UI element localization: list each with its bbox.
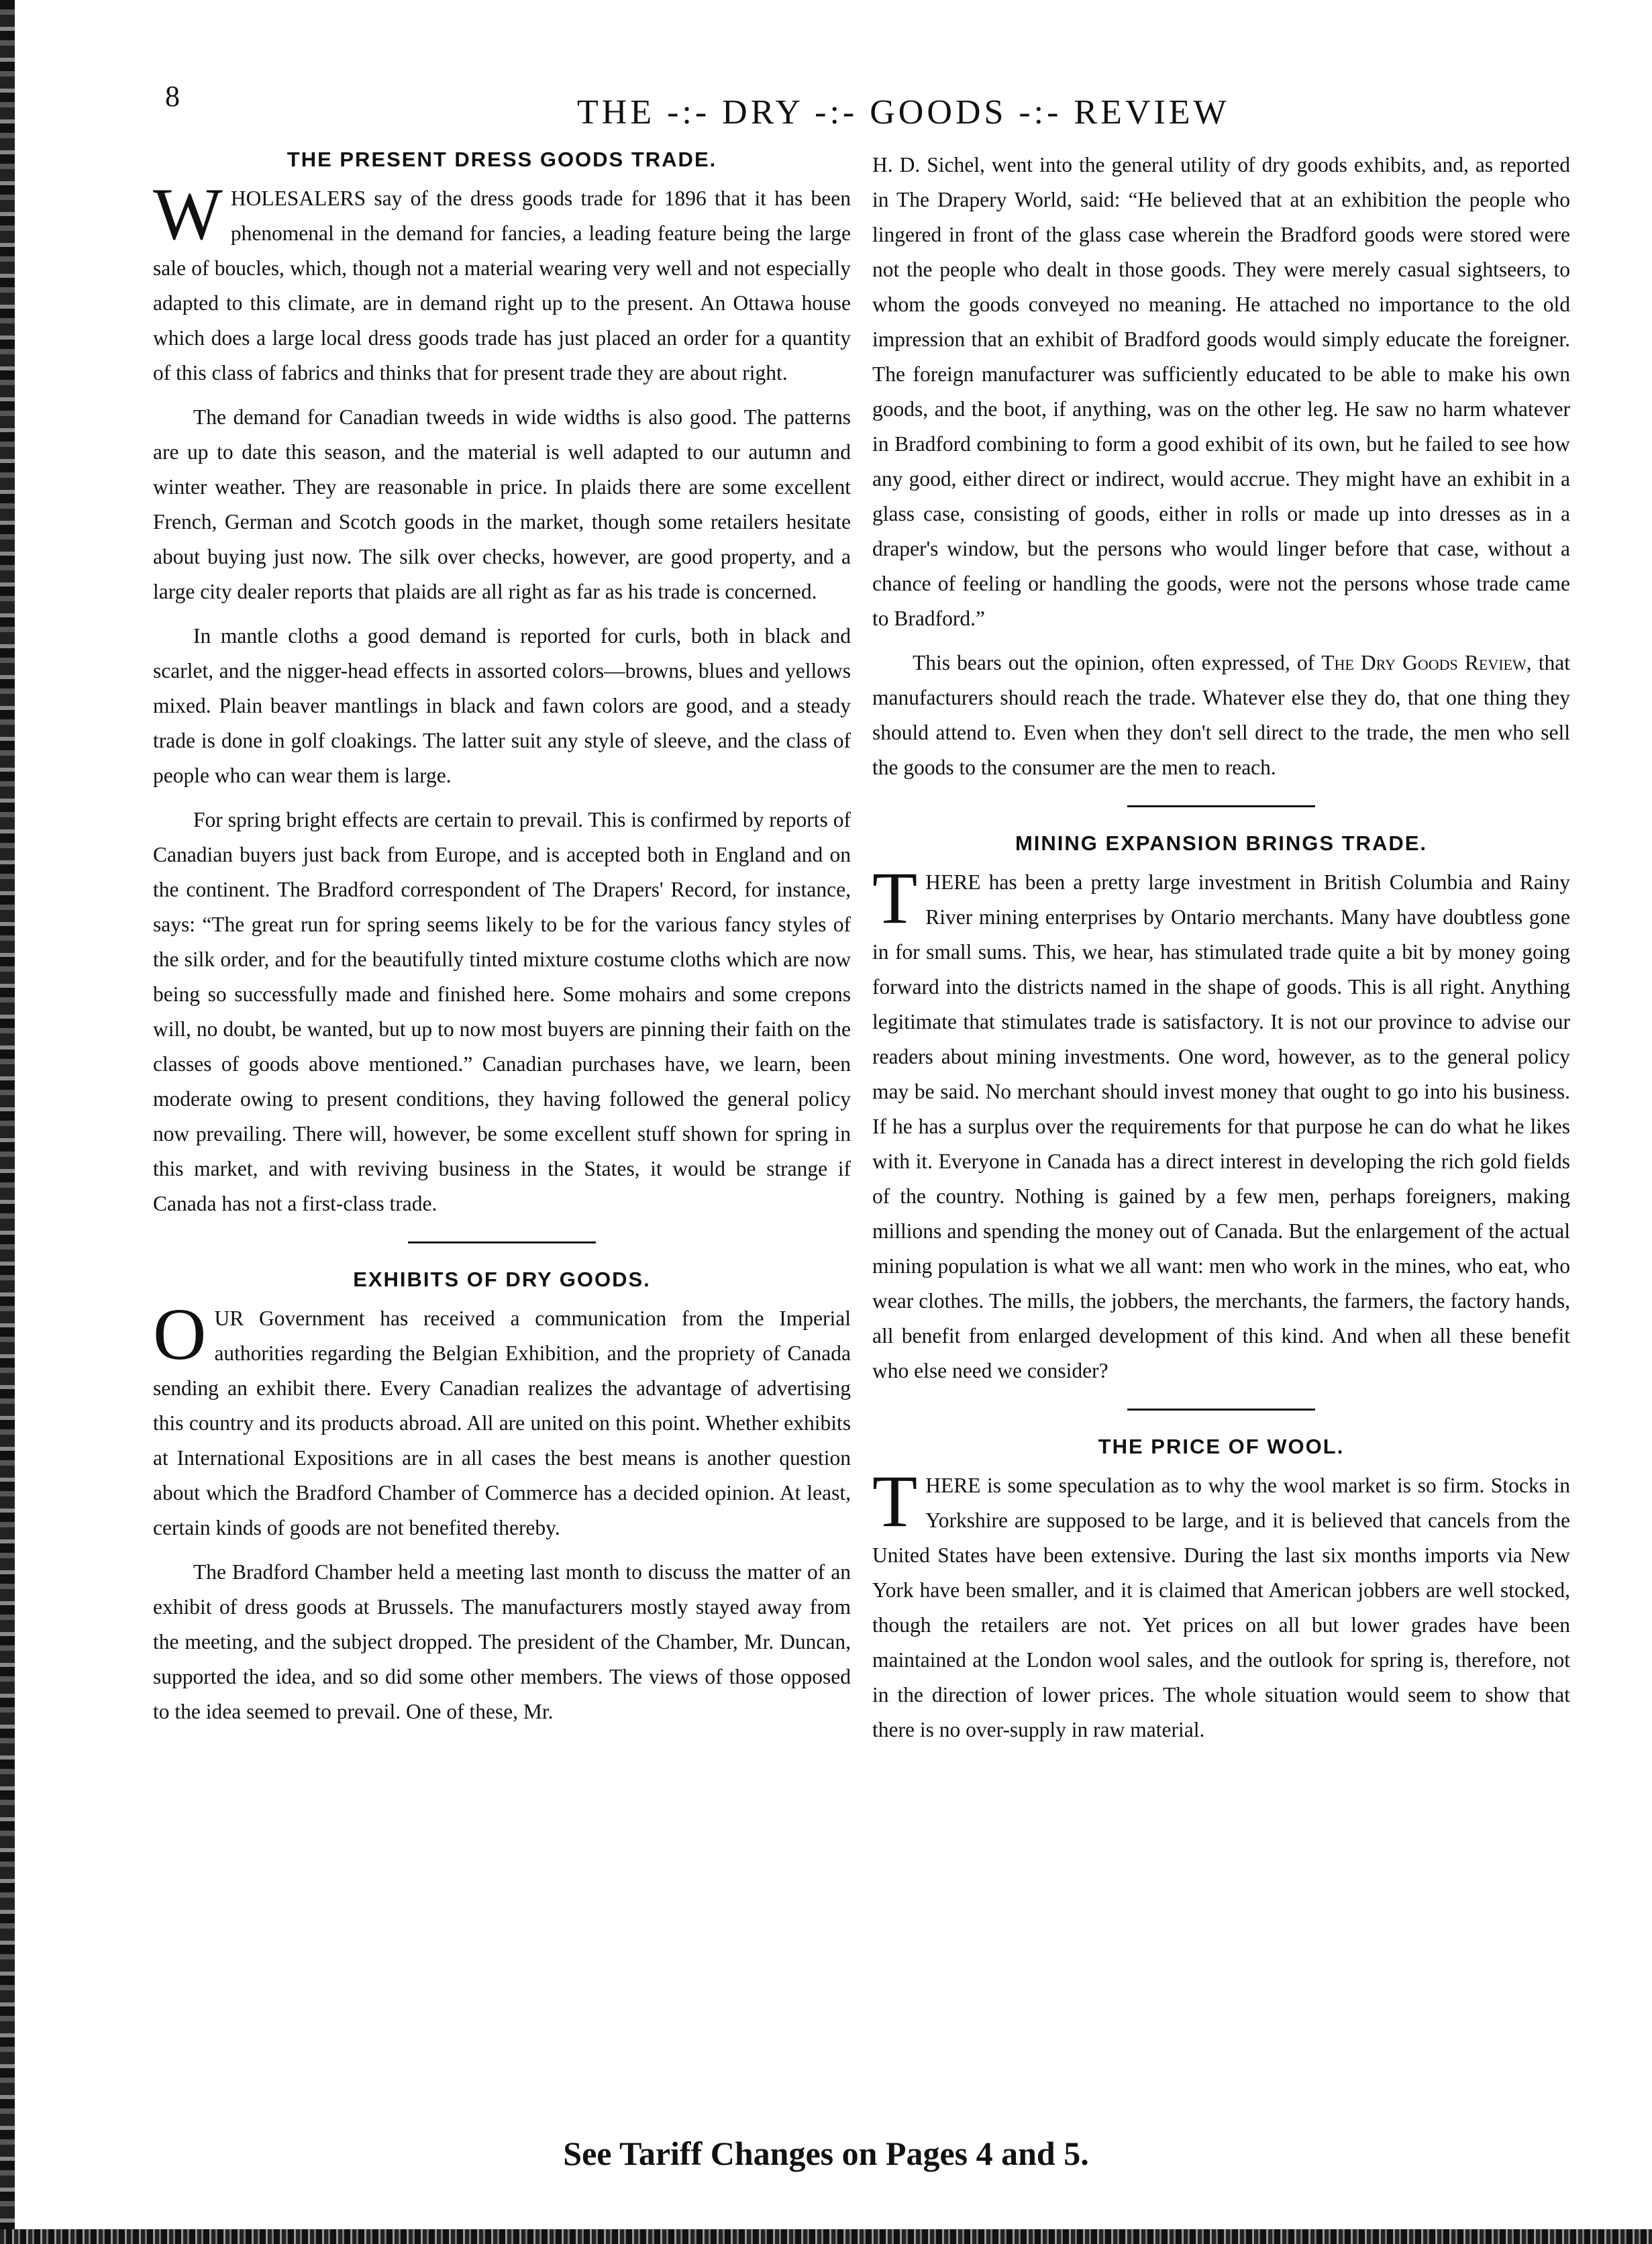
exhibits-paragraph-1: OUR Government has received a communication from the Imperial authorities regarding the Belgian Exhibition, and the propriety of Canada sending an exhibit there. Every Canadian realizes the advantage of advertising this country and its products abroad. All are united on this point. Whether exhibits at International Expositions are in all cases the best means is another question about which the Bradford Chamber of Commerce has a decided opinion. At least, certain kinds of goods are not benefited thereby.	[153, 1293, 851, 1539]
dropcap-o: O	[153, 1293, 207, 1375]
headline-exhibits: EXHIBITS OF DRY GOODS.	[353, 1268, 651, 1291]
exhibits-paragraph-2: The Bradford Chamber held a meeting last month to discuss the matter of an exhibit of dress goods at Brussels. The manufacturers mostly stayed away from the meeting, and the subject dropped. The president of the Chamber, Mr. Duncan, supported the idea, and so did some other members. The views of those opposed to the idea seemed to prevail. One of these, Mr.	[153, 1560, 851, 1723]
publication-name: The Dry Goods Review	[1321, 651, 1527, 674]
dress-goods-paragraph-4: For spring bright effects are certain to prevail. This is confirmed by reports of Canadian buyers just back from Europe, and is accepted both in England and on the continent. The Bradford correspondent of The Drapers' Record, for instance, says: “The great run for spring seems likely to be for the various fancy styles of the silk order, and for the beautifully tinted mixture costume cloths which are now being so successfully made and finished here. Some mohairs and some crepons will, no doubt, be wanted, but up to now most buyers are pinning their faith on the classes of goods above mentioned.” Canadian purchases have, we learn, been moderate owing to present conditions, they having followed the general policy now prevailing. There will, however, be some excellent stuff shown for spring in this market, and with reviving business in the States, it would be strange if Canada has not a first-class trade.	[153, 808, 851, 1215]
headline-mining: MINING EXPANSION BRINGS TRADE.	[1015, 831, 1428, 855]
scan-left-edge	[0, 0, 15, 2244]
exhibits-paragraph-3: H. D. Sichel, went into the general utility of dry goods exhibits, and, as reported in The Drapery World, said: “He believed that at an exhibition the people who lingered in front of the glass case wherein the Bradford goods were stored were not the people who dealt in those goods. They were merely casual sightseers, to whom the goods conveyed no meaning. He attached no importance to the old impression that an exhibit of Bradford goods would simply educate the foreigner. The foreign manufacturer was sufficiently educated to be able to make his own goods, and the boot, if anything, was on the other leg. He saw no harm whatever in Bradford combining to form a good exhibit of its own, but he failed to see how any good, either direct or indirect, would accrue. They might have an exhibit in a glass case, consisting of goods, either in rolls or made up into dresses as in a draper's window, but the persons who would linger before that case, without a chance of feeling or handling the goods, were not the persons whose trade came to Bradford.”	[872, 153, 1570, 630]
dress-goods-paragraph-3: In mantle cloths a good demand is reported for curls, both in black and scarlet, and the nigger-head effects in assorted colors—browns, blues and yellows mixed. Plain beaver mantlings in black and fawn colors are good, and a steady trade is done in golf cloakings. The latter suit any style of sleeve, and the class of people who can wear them is large.	[153, 624, 851, 787]
dress-goods-paragraph-2: The demand for Canadian tweeds in wide widths is also good. The patterns are up to date this season, and the material is well adapted to our autumn and winter weather. They are reasonable in price. In plaids there are some excellent French, German and Scotch goods in the market, though some retailers hesitate about buying just now. The silk over checks, however, are good property, and a large city dealer reports that plaids are all right as far as his trade is concerned.	[153, 405, 851, 603]
left-column	[153, 148, 851, 1739]
dropcap-t: T	[872, 1460, 918, 1542]
section-divider	[1127, 805, 1315, 807]
dress-goods-paragraph-1: WHOLESALERS say of the dress goods trade for 1896 that it has been phenomenal in the demand for fancies, a leading feature being the large sale of boucles, which, though not a material wearing very well and not especially adapted to this climate, are in demand right up to the present. An Ottawa house which does a large local dress goods trade has just placed an order for a quantity of this class of fabrics and thinks that for present trade they are about right.	[153, 173, 851, 385]
wool-paragraph-1: THERE is some speculation as to why the wool market is so firm. Stocks in Yorkshire are supposed to be large, and it is believed that cancels from the United States have been extensive. During the last six months imports via New York have been smaller, and it is claimed that American jobbers are well stocked, though the retailers are not. Yet prices on all but lower grades have been maintained at the London wool sales, and the outlook for spring is, therefore, not in the direction of lower prices. The whole situation would seem to show that there is no over-supply in raw material.	[872, 1460, 1570, 1741]
section-divider	[408, 1241, 596, 1243]
scan-bottom-edge	[0, 2229, 1652, 2244]
dropcap-t: T	[872, 857, 918, 939]
running-title: THE -:- DRY -:- GOODS -:- REVIEW	[577, 93, 1230, 132]
dropcap-w: W	[153, 173, 223, 255]
right-column	[872, 148, 1570, 1757]
headline-dress-goods: THE PRESENT DRESS GOODS TRADE.	[287, 148, 717, 171]
mining-paragraph-1: THERE has been a pretty large investment in British Columbia and Rainy River mining enterprises by Ontario merchants. Many have doubtless gone in for small sums. This, we hear, has stimulated trade quite a bit by money going forward into the districts named in the shape of goods. This is all right. Anything legitimate that stimulates trade is satisfactory. It is not our province to advise our readers about mining investments. One word, however, as to the general policy may be said. No merchant should invest money that ought to go into his business. If he has a surplus over the requirements for that purpose he can do what he likes with it. Everyone in Canada has a direct interest in developing the rich gold fields of the country. Nothing is gained by a few men, perhaps foreigners, making millions and spending the money out of Canada. But the enlargement of the actual mining population is what we all want: men who work in the mines, who eat, who wear clothes. The mills, the jobbers, the merchants, the farmers, the factory hands, all benefit from enlarged development of this kind. And when all these benefit who else need we consider?	[872, 857, 1570, 1382]
headline-wool: THE PRICE OF WOOL.	[1098, 1435, 1345, 1458]
exhibits-paragraph-4: This bears out the opinion, often expressed, of The Dry Goods Review, that manufacturers should reach the trade. Whatever else they do, that one thing they should attend to. Even when they don't sell direct to the trade, the men who sell the goods to the consumer are the men to reach.	[872, 651, 1570, 779]
section-divider	[1127, 1409, 1315, 1411]
page-number: 8	[165, 80, 180, 113]
tariff-notice: See Tariff Changes on Pages 4 and 5.	[563, 2135, 1089, 2172]
